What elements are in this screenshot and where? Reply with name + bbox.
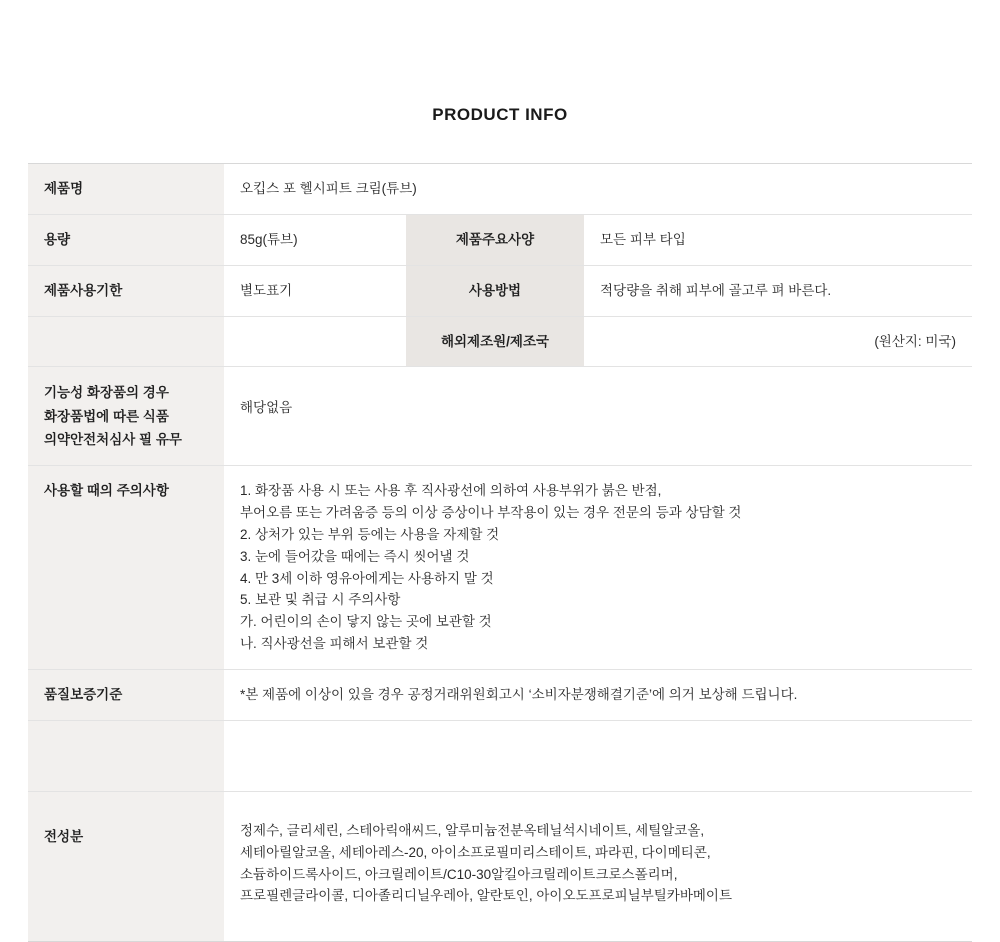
ingredient-line: 소듐하이드록사이드, 아크릴레이트/C10-30알킬아크릴레이트크로스폴리머,: [240, 866, 678, 882]
row-label-product-name: 제품명: [28, 164, 224, 214]
row-label-origin: [28, 316, 224, 367]
row-label-volume: 용량: [28, 214, 224, 265]
ingredient-line: 정제수, 글리세린, 스테아릭애씨드, 알루미늄전분옥테닐석시네이트, 세틸알코올,: [240, 822, 705, 838]
table-row: [28, 265, 972, 316]
row-value-caution: [224, 466, 972, 670]
product-info-table-wrap: [28, 163, 972, 942]
row-value-expiry: 별도표기: [224, 265, 406, 316]
row-value-warranty: *본 제품에 이상이 있을 경우 공정거래위원회고시 ‘소비자분쟁해결기준’에 의거 보상해 드립니다.: [224, 669, 972, 720]
row-label-functional-line2: 화장품법에 따른 식품: [44, 408, 169, 424]
row-value-ingredients: [224, 791, 972, 941]
row-label-usage: 사용방법: [406, 265, 584, 316]
caution-line: 가. 어린이의 손이 닿지 않는 곳에 보관할 것: [240, 614, 492, 630]
row-value-product-name: 오킵스 포 헬시피트 크림(튜브): [224, 164, 972, 214]
row-label-functional: [28, 367, 224, 466]
caution-lines: [240, 480, 956, 655]
table-row: [28, 466, 972, 670]
table-row: [28, 791, 972, 941]
row-label-manufacturer: 해외제조원/제조국: [406, 316, 584, 367]
table-row: [28, 316, 972, 367]
caution-line: 2. 상처가 있는 부위 등에는 사용을 자제할 것: [240, 526, 500, 542]
row-label-warranty: 품질보증기준: [28, 669, 224, 720]
row-label-functional-line3: 의약안전처심사 필 유무: [44, 431, 182, 447]
caution-line: 부어오름 또는 가려움증 등의 이상 증상이나 부작용이 있는 경우 전문의 등과 상담할 것: [240, 504, 742, 520]
ingredient-lines: [240, 820, 956, 907]
row-value-origin-blank: [224, 316, 406, 367]
row-value-functional: 해당없음: [224, 367, 972, 466]
caution-line: 1. 화장품 사용 시 또는 사용 후 직사광선에 의하여 사용부위가 붉은 반점,: [240, 483, 662, 499]
row-value-volume: 85g(튜브): [224, 214, 406, 265]
ingredient-line: 프로필렌글라이콜, 디아졸리디닐우레아, 알란토인, 아이오도프로피닐부틸카바메이트: [240, 888, 732, 904]
row-label-spec: 제품주요사양: [406, 214, 584, 265]
caution-line: 3. 눈에 들어갔을 때에는 즉시 씻어낼 것: [240, 548, 470, 564]
table-row: [28, 720, 972, 791]
row-label-functional-line1: 기능성 화장품의 경우: [44, 385, 169, 401]
caution-line: 나. 직사광선을 피해서 보관할 것: [240, 636, 429, 652]
row-label-caution: 사용할 때의 주의사항: [28, 466, 224, 670]
table-row: [28, 164, 972, 214]
page-title: PRODUCT INFO: [432, 105, 568, 124]
caution-line: 4. 만 3세 이하 영유아에게는 사용하지 말 것: [240, 570, 494, 586]
table-row: [28, 214, 972, 265]
row-value-usage: 적당량을 취해 피부에 골고루 펴 바른다.: [584, 265, 972, 316]
row-label-spacer: [28, 720, 224, 791]
ingredient-line: 세테아릴알코올, 세테아레스-20, 아이소프로필미리스테이트, 파라핀, 다이메티콘,: [240, 844, 711, 860]
row-value-spec: 모든 피부 타입: [584, 214, 972, 265]
row-label-ingredients: 전성분: [28, 791, 224, 941]
table-row: [28, 669, 972, 720]
caution-line: 5. 보관 및 취급 시 주의사항: [240, 592, 401, 608]
row-label-expiry: 제품사용기한: [28, 265, 224, 316]
table-row: [28, 367, 972, 466]
row-value-spacer: [224, 720, 972, 791]
product-info-table: [28, 164, 972, 941]
row-value-manufacturer: (원산지: 미국): [584, 316, 972, 367]
